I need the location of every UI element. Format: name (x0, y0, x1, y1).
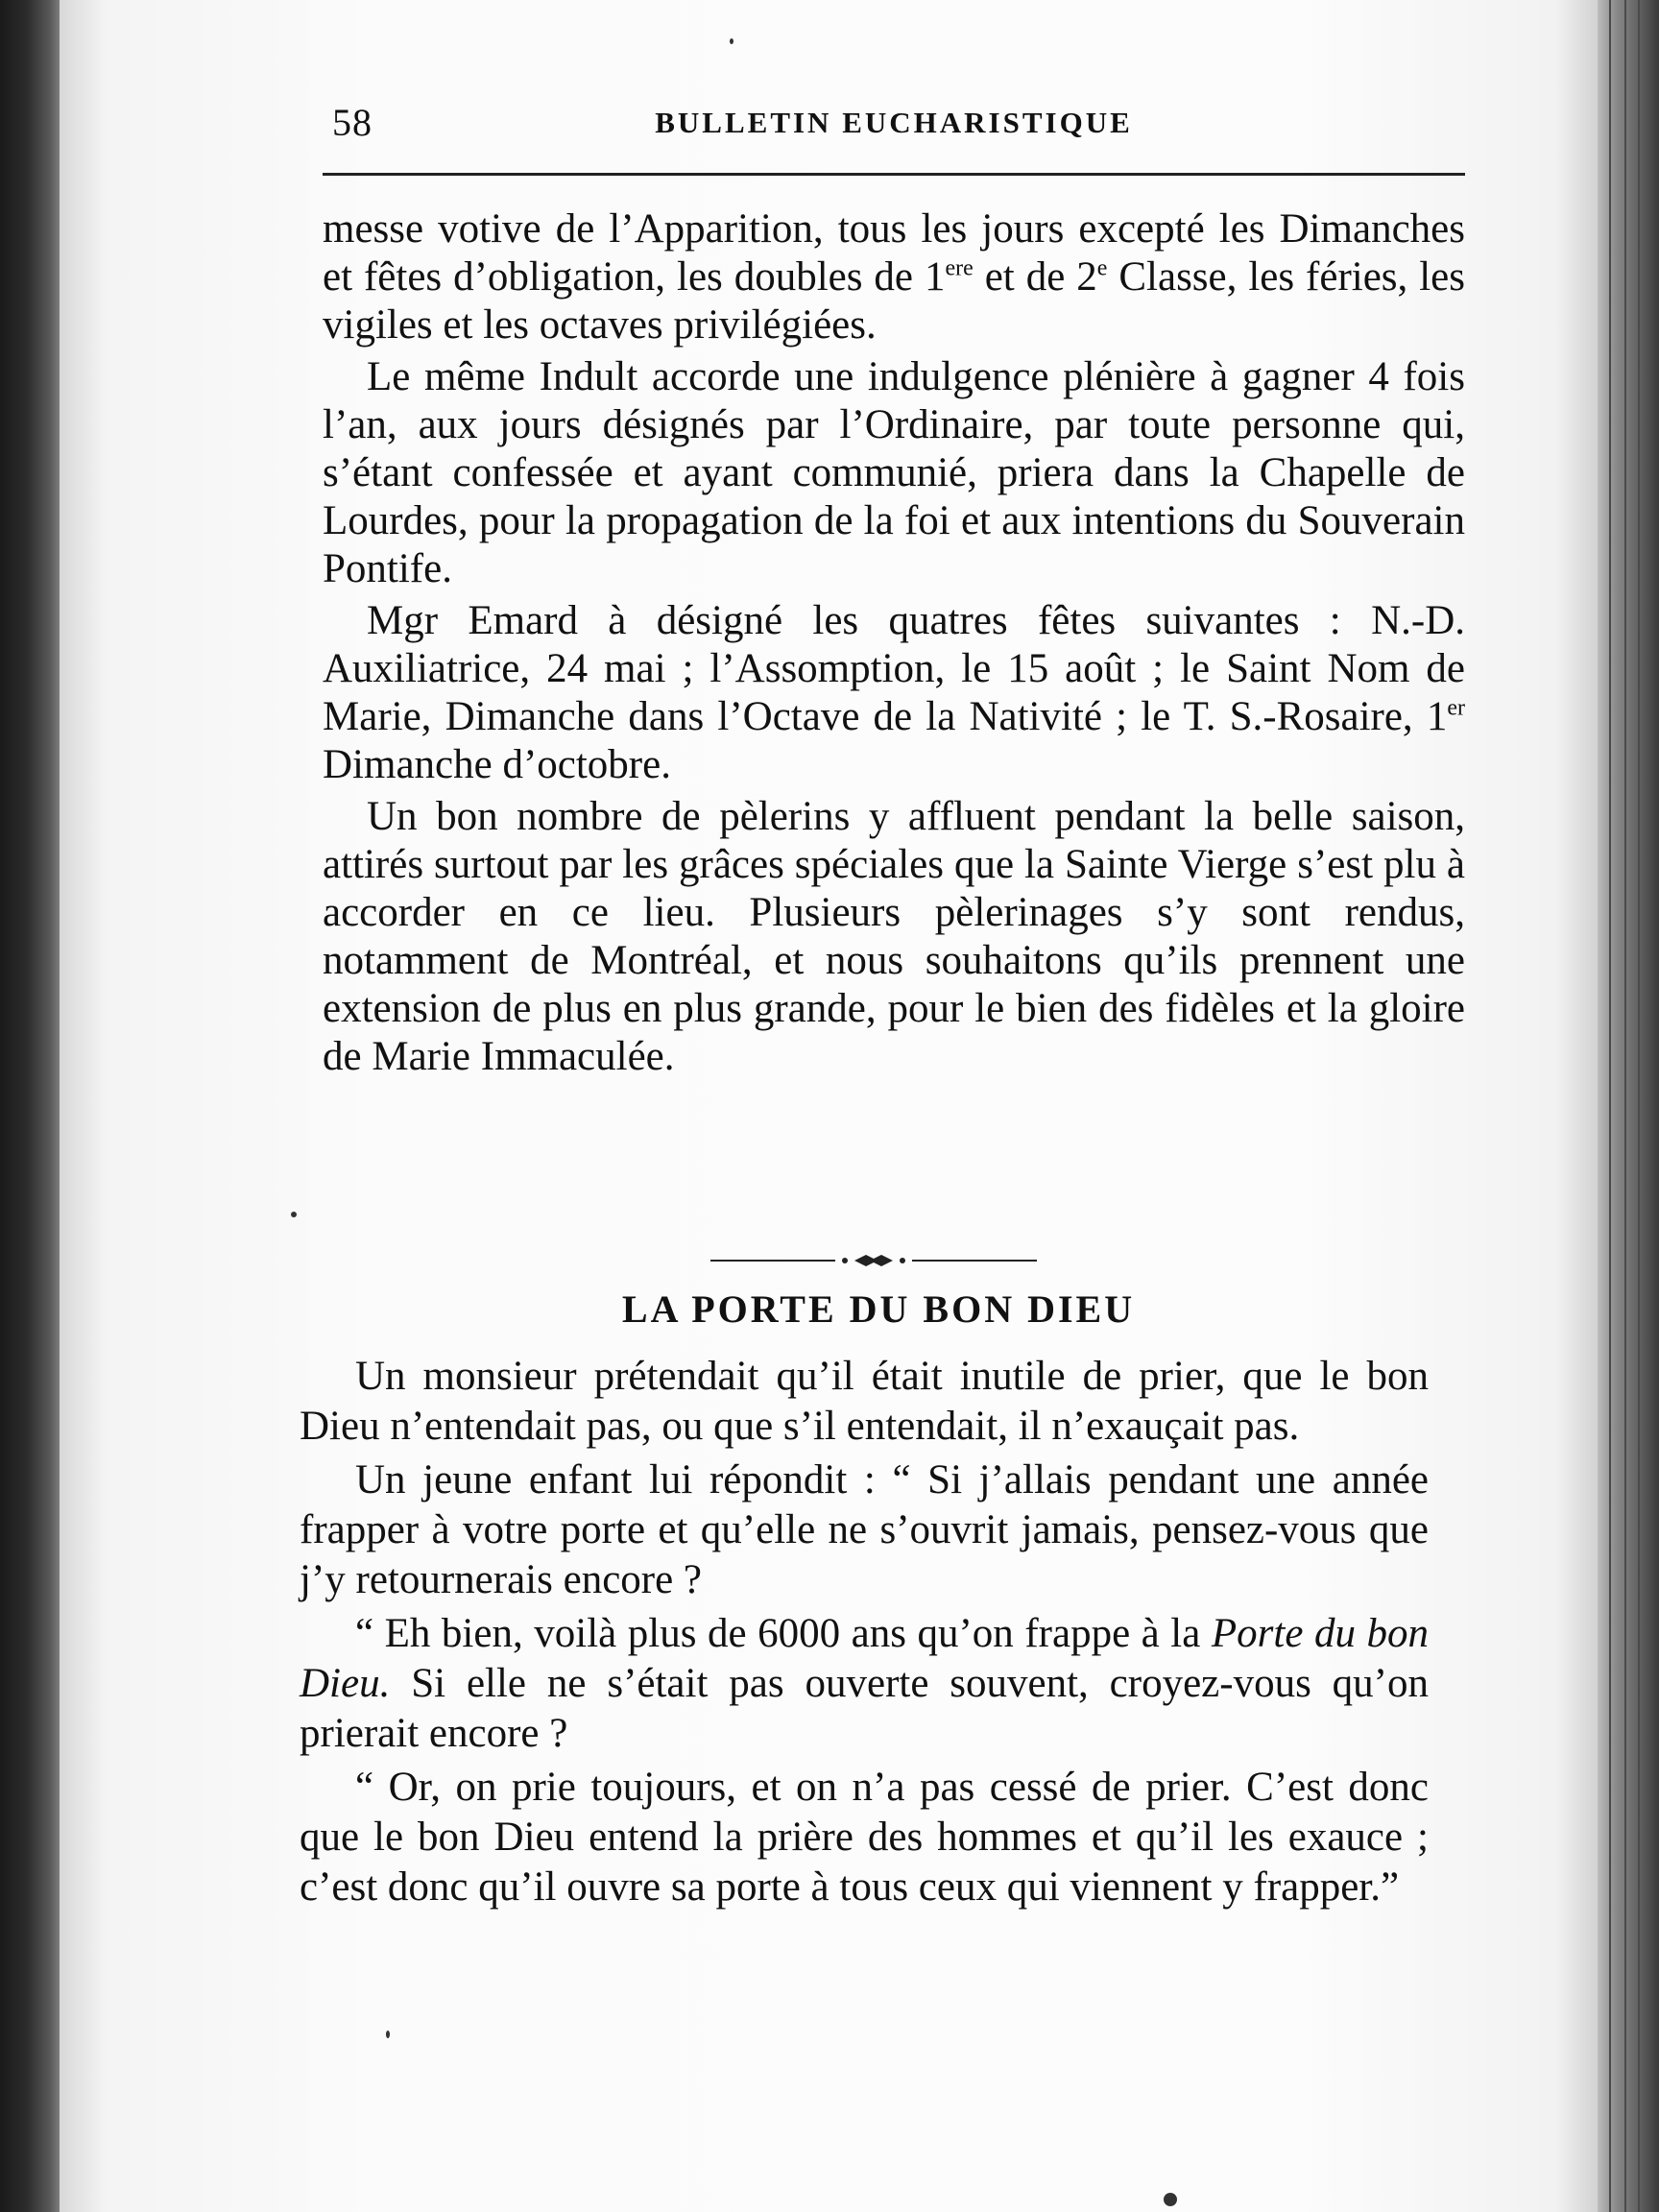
header-rule (323, 173, 1465, 176)
scan-speck (386, 2031, 390, 2038)
section-divider-ornament (710, 1251, 1037, 1270)
paragraph: “ Or, on prie toujours, et on n’a pas cessé de prier. C’est donc que le bon Dieu entend la prière des hommes et qu’il les exauce ; c’est donc qu’il ouvre sa porte à tous ceux qui viennent y frapper.” (300, 1765, 1429, 1910)
running-head (323, 92, 1465, 150)
paragraph: Un jeune enfant lui répondit : “ Si j’allais pendant une année frapper à votre porte et qu’elle ne s’ouvrit jamais, pensez-vous que j’y retournerais encore ? (300, 1457, 1429, 1602)
page-edge-line (1638, 0, 1640, 2212)
scan-speck (291, 1212, 297, 1217)
paragraph: messe votive de l’Apparition, tous les jours excepté les Dimanches et fêtes d’obligation, les doubles de 1ere et de 2e Classe, les féries, les vigiles et les octaves privilégiées. (323, 206, 1465, 348)
paragraph: “ Eh bien, voilà plus de 6000 ans qu’on frappe à la Porte du bon Dieu. Si elle ne s’était pas ouverte souvent, croyez-vous qu’on prierait encore ? (300, 1611, 1429, 1756)
paragraph: Un monsieur prétendait qu’il était inutile de prier, que le bon Dieu n’entendait pas, ou que s’il entendait, il n’exauçait pas. (300, 1354, 1429, 1449)
scan-speck (730, 38, 733, 44)
book-gutter-shadow (0, 0, 67, 2212)
book-page-edges (1598, 0, 1659, 2212)
scan-speck (1164, 2193, 1177, 2206)
article-title: LA PORTE DU BON DIEU (621, 1287, 1136, 1331)
paragraph: Mgr Emard à désigné les quatres fêtes suivantes : N.-D. Auxiliatrice, 24 mai ; l’Assomption, le 15 août ; le Saint Nom de Marie, Dimanche dans l’Octave de la Nativité ; le T. S.-Rosaire, 1er Dimanche d’octobre. (323, 598, 1465, 787)
journal-title: BULLETIN EUCHARISTIQUE (655, 106, 1133, 139)
paragraph: Le même Indult accorde une indulgence plénière à gagner 4 fois l’an, aux jours désignés par l’Ordinaire, par toute personne qui, s’étant confessée et ayant communié, priera dans la Chapelle de Lourdes, pour la propagation de la foi et aux intentions du Souverain Pontife. (323, 354, 1465, 591)
article-continuation (323, 205, 1465, 1085)
page-number: 58 (332, 101, 373, 144)
article-body (300, 1352, 1429, 1916)
page-edge-line (1624, 0, 1626, 2212)
italic-phrase: Porte du bon Dieu. (300, 1611, 1429, 1706)
paragraph: Un bon nombre de pèlerins y affluent pendant la belle saison, attirés surtout par les grâces spéciales que la Sainte Vierge s’est plu à accorder en ce lieu. Plusieurs pèlerinages s’y sont rendus, notamment de Montréal, et nous souhaitons qu’ils prennent une extension de plus en plus grande, pour le bien des fidèles et la gloire de Marie Immaculée. (323, 794, 1465, 1079)
page-edge-line (1609, 0, 1611, 2212)
